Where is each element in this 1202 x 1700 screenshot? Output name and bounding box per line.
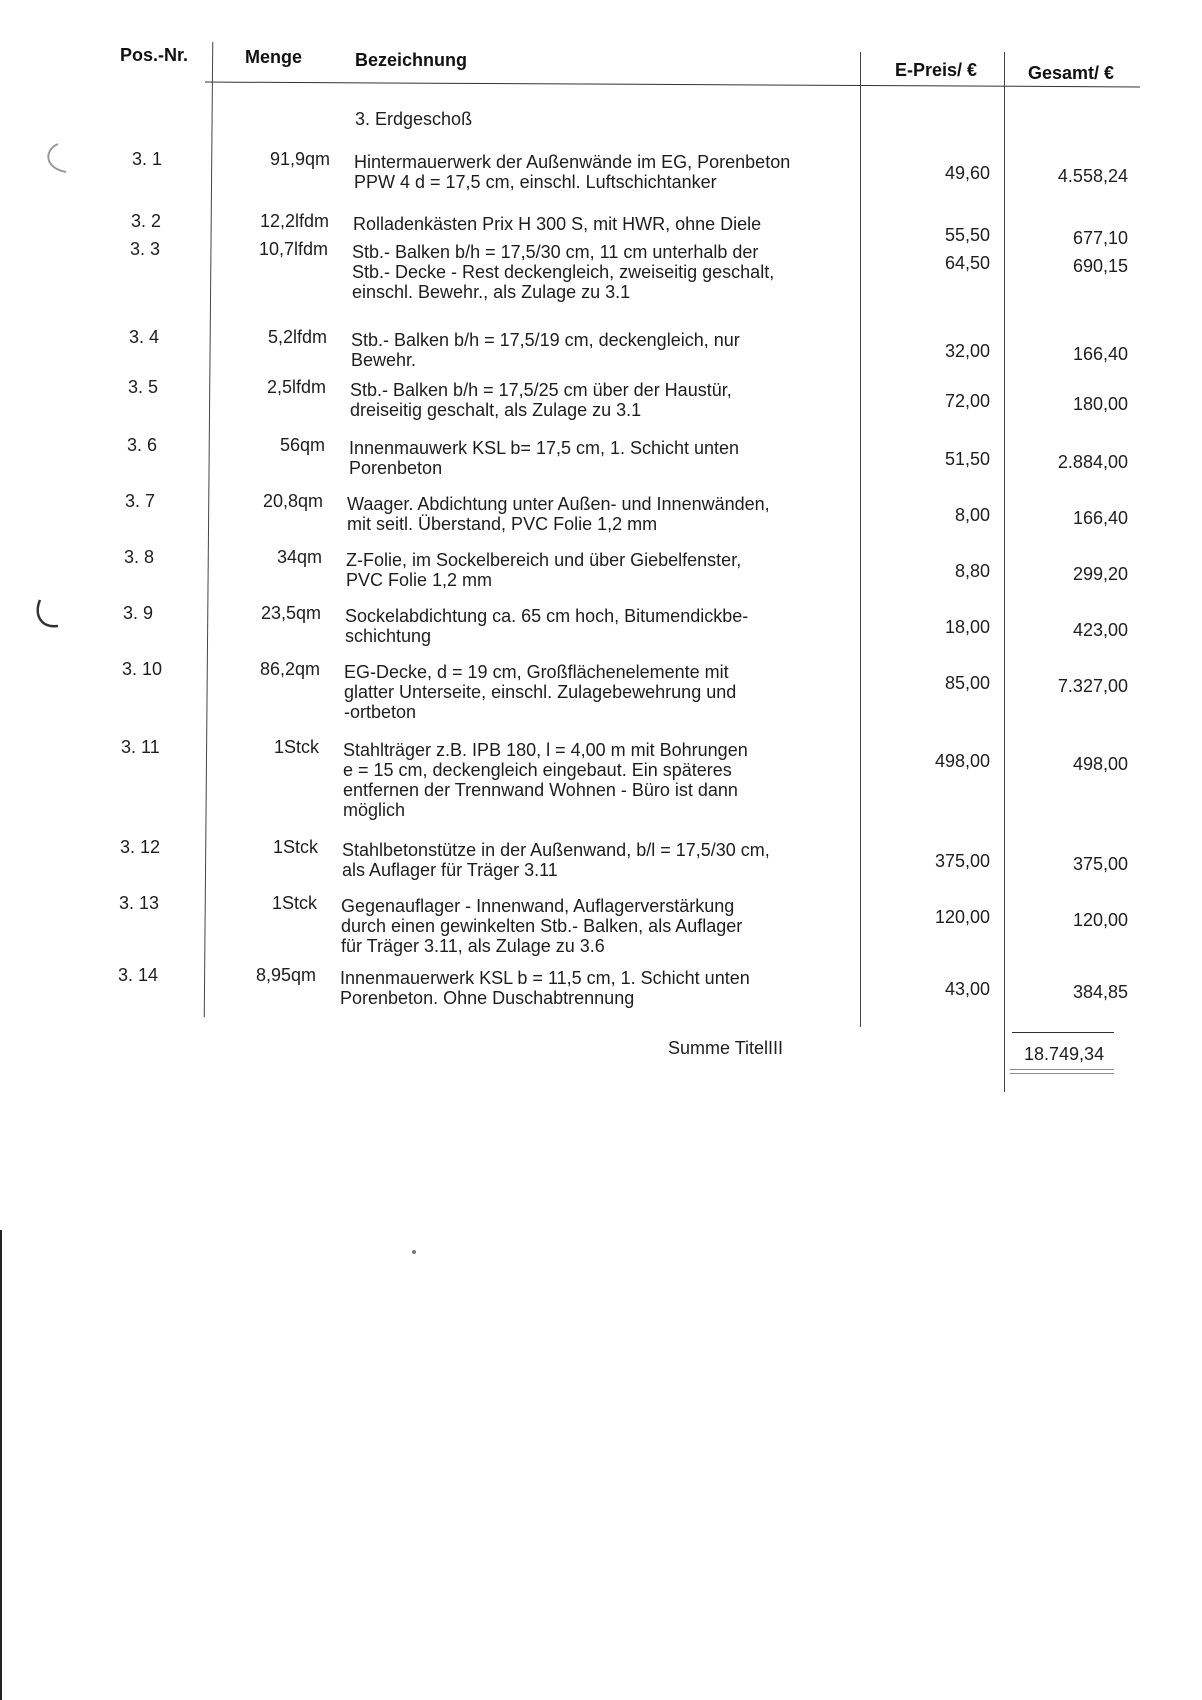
row-menge: 1Stck [272, 837, 318, 857]
row-desc: Hintermauerwerk der Außenwände im EG, Porenbeton PPW 4 d = 17,5 cm, einschl. Luftschichtanker [354, 152, 791, 192]
summe-double-rule-1 [1010, 1069, 1114, 1070]
row-epreis: 72,00 [944, 391, 990, 411]
punch-hole-mark-icon [28, 596, 68, 636]
row-gesamt: 7.327,00 [1057, 676, 1128, 696]
row-gesamt: 677,10 [1072, 228, 1128, 248]
row-pos: 3. 13 [119, 893, 160, 913]
row-menge: 8,95qm [255, 965, 316, 985]
row-pos: 3. 4 [129, 327, 160, 347]
header-pos: Pos.-Nr. [120, 45, 189, 65]
row-epreis: 51,50 [944, 449, 990, 469]
row-menge: 1Stck [271, 893, 317, 913]
row-pos: 3. 12 [120, 837, 161, 857]
row-menge: 56qm [279, 435, 325, 455]
scan-edge-line [0, 1230, 2, 1700]
row-gesamt: 690,15 [1072, 256, 1128, 276]
row-desc: Waager. Abdichtung unter Außen- und Innenwänden, mit seitl. Überstand, PVC Folie 1,2 mm [347, 494, 770, 534]
row-desc: Stb.- Balken b/h = 17,5/19 cm, deckengleich, nur Bewehr. [351, 330, 740, 370]
row-menge: 23,5qm [260, 603, 321, 623]
column-rule-desc-epreis [860, 52, 861, 1027]
row-epreis: 43,00 [944, 979, 990, 999]
row-pos: 3. 2 [131, 211, 162, 231]
row-desc: Rolladenkästen Prix H 300 S, mit HWR, ohne Diele [353, 214, 762, 234]
column-rule-epreis-gesamt [1004, 52, 1005, 1092]
row-epreis: 18,00 [944, 617, 990, 637]
row-desc: Z-Folie, im Sockelbereich und über Giebelfenster, PVC Folie 1,2 mm [346, 550, 742, 590]
row-desc: Innenmauwerk KSL b= 17,5 cm, 1. Schicht unten Porenbeton [349, 438, 740, 478]
row-pos: 3. 6 [127, 435, 158, 455]
header-underline [205, 82, 1140, 88]
row-pos: 3. 8 [124, 547, 155, 567]
punch-hole-mark-icon [36, 140, 76, 180]
row-pos: 3. 7 [125, 491, 156, 511]
row-pos: 3. 9 [123, 603, 154, 623]
row-desc: Sockelabdichtung ca. 65 cm hoch, Bitumendickbe- schichtung [345, 606, 749, 646]
row-gesamt: 2.884,00 [1057, 452, 1128, 472]
row-pos: 3. 5 [128, 377, 159, 397]
row-epreis: 55,50 [944, 225, 990, 245]
row-menge: 20,8qm [262, 491, 323, 511]
row-menge: 2,5lfdm [266, 377, 326, 397]
row-menge: 12,2lfdm [259, 211, 329, 231]
row-pos: 3. 11 [121, 737, 160, 757]
row-desc: Stb.- Balken b/h = 17,5/25 cm über der Haustür, dreiseitig geschalt, als Zulage zu 3.1 [350, 380, 732, 420]
row-menge: 91,9qm [269, 149, 330, 169]
row-gesamt: 166,40 [1072, 508, 1128, 528]
row-menge: 10,7lfdm [258, 239, 328, 259]
summe-double-rule-2 [1010, 1073, 1114, 1074]
row-menge: 86,2qm [259, 659, 320, 679]
row-pos: 3. 14 [118, 965, 159, 985]
row-gesamt: 375,00 [1072, 854, 1128, 874]
row-epreis: 120,00 [934, 907, 990, 927]
header-menge: Menge [245, 47, 303, 67]
row-epreis: 498,00 [934, 751, 990, 771]
summe-value: 18.749,34 [1024, 1044, 1105, 1064]
row-gesamt: 423,00 [1072, 620, 1128, 640]
row-desc: Gegenauflager - Innenwand, Auflagerverstärkung durch einen gewinkelten Stb.- Balken, als Auflager für Träger 3.11, als Zulage zu 3.6 [341, 896, 743, 956]
header-bezeichnung: Bezeichnung [355, 50, 468, 70]
row-desc: Stahlbetonstütze in der Außenwand, b/l = 17,5/30 cm, als Auflager für Träger 3.11 [342, 840, 770, 880]
row-desc: Stahlträger z.B. IPB 180, l = 4,00 m mit Bohrungen e = 15 cm, deckengleich eingebaut. Ein späteres entfernen der Trennwand Wohnen - Büro ist dann möglich [343, 740, 748, 820]
summe-top-rule [1012, 1032, 1114, 1033]
row-gesamt: 384,85 [1072, 982, 1128, 1002]
row-epreis: 85,00 [944, 673, 990, 693]
row-menge: 34qm [276, 547, 322, 567]
header-gesamt: Gesamt/ € [1028, 63, 1115, 83]
row-gesamt: 166,40 [1072, 344, 1128, 364]
row-gesamt: 299,20 [1072, 564, 1128, 584]
row-epreis: 375,00 [934, 851, 990, 871]
row-epreis: 49,60 [944, 163, 990, 183]
row-epreis: 32,00 [944, 341, 990, 361]
section-title: 3. Erdgeschoß [355, 109, 473, 129]
scan-dot [412, 1250, 416, 1254]
summe-label: Summe TitelIII [668, 1038, 784, 1058]
row-epreis: 8,80 [954, 561, 990, 581]
row-gesamt: 180,00 [1072, 394, 1128, 414]
row-pos: 3. 3 [130, 239, 161, 259]
header-epreis: E-Preis/ € [895, 60, 978, 80]
row-epreis: 8,00 [954, 505, 990, 525]
row-pos: 3. 10 [122, 659, 163, 679]
row-menge: 1Stck [273, 737, 319, 757]
row-pos: 3. 1 [132, 149, 163, 169]
column-rule-pos-menge [204, 42, 214, 1017]
row-gesamt: 498,00 [1072, 754, 1128, 774]
row-desc: Innenmauerwerk KSL b = 11,5 cm, 1. Schicht unten Porenbeton. Ohne Duschabtrennung [340, 968, 750, 1008]
row-epreis: 64,50 [944, 253, 990, 273]
row-gesamt: 4.558,24 [1057, 166, 1128, 186]
row-menge: 5,2lfdm [267, 327, 327, 347]
row-desc: EG-Decke, d = 19 cm, Großflächenelemente mit glatter Unterseite, einschl. Zulagebewehrung und -ortbeton [344, 662, 737, 722]
row-desc: Stb.- Balken b/h = 17,5/30 cm, 11 cm unterhalb der Stb.- Decke - Rest deckengleich, zweiseitig geschalt, einschl. Bewehr., als Zulage zu 3.1 [352, 242, 775, 302]
row-gesamt: 120,00 [1072, 910, 1128, 930]
